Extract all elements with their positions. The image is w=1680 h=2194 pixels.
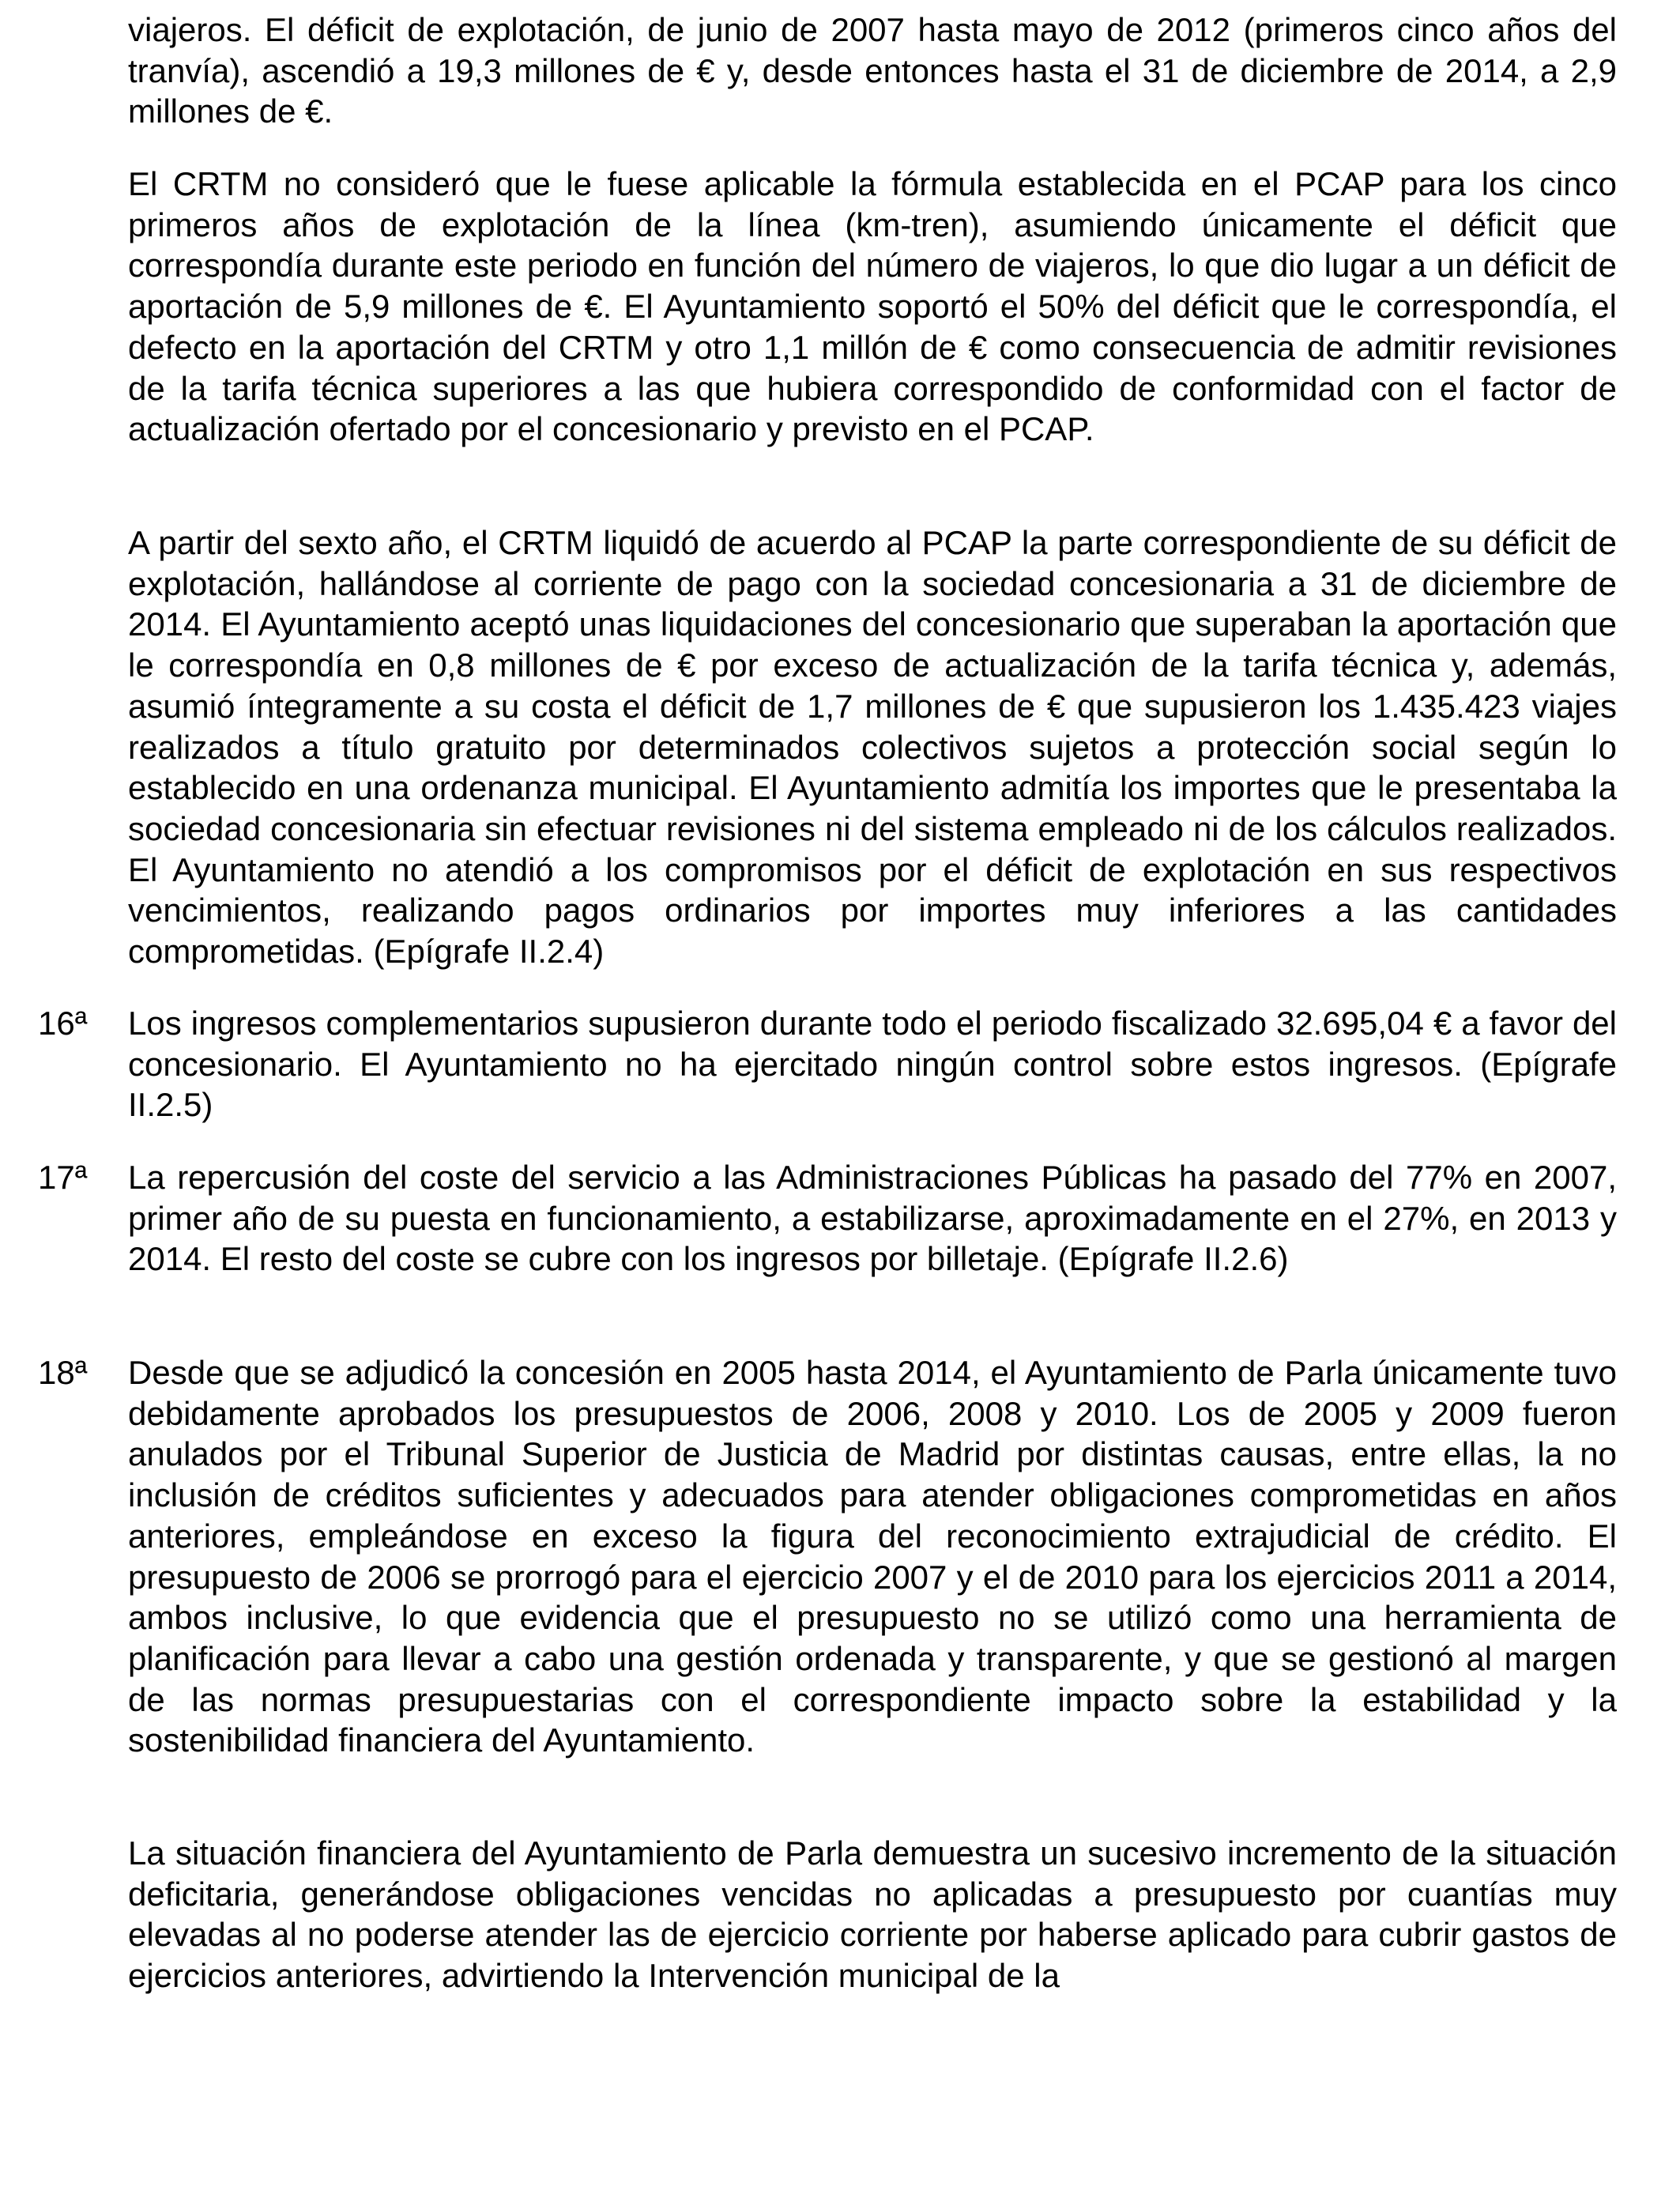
paragraph-crtm-formula-pcap: El CRTM no consideró que le fuese aplicable la fórmula establecida en el PCAP para los cinco primeros años de explotación de la línea (km-tren), asumiendo únicamente el déficit que correspondía durante este periodo en función del número de viajeros, lo que dio lugar a un déficit de aportación de 5,9 millones de €. El Ayuntamiento soportó el 50% del déficit que le correspondía, el defecto en la aportación del CRTM y otro 1,1 millón de € como consecuencia de admitir revisiones de la tarifa técnica superiores a las que hubiera correspondido de conformidad con el factor de actualización ofertado por el concesionario y previsto en el PCAP. (128, 165, 1617, 448)
conclusion-number-16: 16ª (38, 1005, 88, 1042)
paragraph-deficit-explotacion-tranvia: viajeros. El déficit de explotación, de junio de 2007 hasta mayo de 2012 (primeros cinco años del tranvía), ascendió a 19,3 millones de € y, desde entonces hasta el 31 de diciembre de 2014, a 2,9 millones de €. (128, 11, 1617, 130)
conclusion-number-17: 17ª (38, 1159, 88, 1196)
paragraph-situacion-financiera: La situación financiera del Ayuntamiento de Parla demuestra un sucesivo incremento de la situación deficitaria, generándose obligaciones vencidas no aplicadas a presupuesto por cuantías muy elevadas al no poderse atender las de ejercicio corriente por haberse aplicado para cubrir gastos de ejercicios anteriores, advirtiendo la Intervención municipal de la (128, 1834, 1617, 1995)
paragraph-presupuestos-ayuntamiento: Desde que se adjudicó la concesión en 2005 hasta 2014, el Ayuntamiento de Parla únicamente tuvo debidamente aprobados los presupuestos de 2006, 2008 y 2010. Los de 2005 y 2009 fueron anulados por el Tribunal Superior de Justicia de Madrid por distintas causas, entre ellas, la no inclusión de créditos suficientes y adecuados para atender obligaciones comprometidas en años anteriores, empleándose en exceso la figura del reconocimiento extrajudicial de crédito. El presupuesto de 2006 se prorrogó para el ejercicio 2007 y el de 2010 para los ejercicios 2011 a 2014, ambos inclusive, lo que evidencia que el presupuesto no se utilizó como una herramienta de planificación para llevar a cabo una gestión ordenada y transparente, y que se gestionó al margen de las normas presupuestarias con el correspondiente impacto sobre la estabilidad y la sostenibilidad financiera del Ayuntamiento. (128, 1354, 1617, 1759)
paragraph-sexto-ano-liquidacion: A partir del sexto año, el CRTM liquidó de acuerdo al PCAP la parte correspondiente de su déficit de explotación, hallándose al corriente de pago con la sociedad concesionaria a 31 de diciembre de 2014. El Ayuntamiento aceptó unas liquidaciones del concesionario que superaban la aportación que le correspondía en 0,8 millones de € por exceso de actualización de la tarifa técnica y, además, asumió íntegramente a su costa el déficit de 1,7 millones de € que supusieron los 1.435.423 viajes realizados a título gratuito por determinados colectivos sujetos a protección social según lo establecido en una ordenanza municipal. El Ayuntamiento admitía los importes que le presentaba la sociedad concesionaria sin efectuar revisiones ni del sistema empleado ni de los cálculos realizados. El Ayuntamiento no atendió a los compromisos por el déficit de explotación en sus respectivos vencimientos, realizando pagos ordinarios por importes muy inferiores a las cantidades comprometidas. (Epígrafe II.2.4) (128, 524, 1617, 971)
paragraph-repercusion-coste: La repercusión del coste del servicio a las Administraciones Públicas ha pasado del 77% en 2007, primer año de su puesta en funcionamiento, a estabilizarse, aproximadamente en el 27%, en 2013 y 2014. El resto del coste se cubre con los ingresos por billetaje. (Epígrafe II.2.6) (128, 1159, 1617, 1278)
conclusion-number-18: 18ª (38, 1354, 88, 1391)
paragraph-ingresos-complementarios: Los ingresos complementarios supusieron durante todo el periodo fiscalizado 32.695,04 € a favor del concesionario. El Ayuntamiento no ha ejercitado ningún control sobre estos ingresos. (Epígrafe II.2.5) (128, 1005, 1617, 1124)
